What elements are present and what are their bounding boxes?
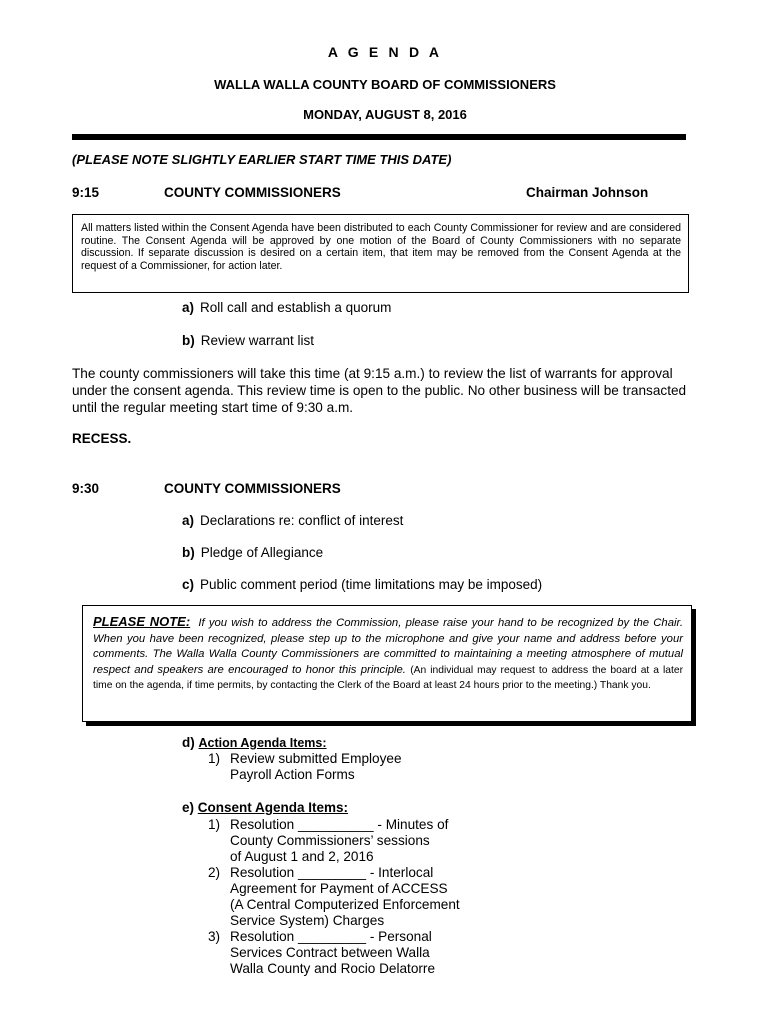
meeting-date: MONDAY, AUGUST 8, 2016 (303, 107, 467, 122)
section-label: e) (182, 800, 195, 815)
item-text: Declarations re: conflict of interest (200, 513, 404, 528)
session2-item-b (182, 545, 323, 560)
item-label: b) (182, 545, 195, 560)
item-line: Resolution __________ - Minutes of (230, 817, 449, 832)
item-number: 3) (208, 929, 221, 944)
recess-label: RECESS. (72, 431, 132, 446)
consent-item-2 (208, 865, 460, 929)
action-item-1 (208, 751, 402, 783)
consent-item-3 (208, 929, 435, 977)
item-text: Public comment period (time limitations may be imposed) (200, 577, 543, 592)
item-text: Pledge of Allegiance (200, 545, 324, 560)
agenda-heading: A G E N D A (327, 44, 443, 60)
item-label: a) (182, 513, 195, 528)
item-number: 1) (208, 817, 221, 832)
item-line: Resolution _________ - Personal (230, 929, 432, 944)
item-line: (A Central Computerized Enforcement (230, 897, 460, 912)
item-line: Services Contract between Walla (230, 945, 430, 960)
warrant-review-paragraph: The county commissioners will take this time (at 9:15 a.m.) to review the list of warrants for approval under the consent agenda. This review time is open to the public. No other business will be transacted until the regular meeting start time of 9:30 a.m. (72, 366, 687, 415)
item-line: Payroll Action Forms (230, 767, 355, 782)
consent-agenda-text: All matters listed within the Consent Agenda have been distributed to each County Commissioner for review and are considered routine. The Consent Agenda will be approved by one motion of the Board of County Commissioners with no separate discussion. If separate discussion is desired on a certain item, that item may be removed from the Consent Agenda at the request of a Commissioner, for action later. (81, 222, 681, 272)
item-label: c) (182, 577, 195, 592)
item-line: Review submitted Employee (230, 751, 402, 766)
session1-title: COUNTY COMMISSIONERS (164, 185, 341, 200)
session1-item-a (182, 300, 391, 315)
session2-title: COUNTY COMMISSIONERS (164, 481, 341, 496)
consent-agenda-box (72, 214, 689, 293)
item-line: County Commissioners’ sessions (230, 833, 430, 848)
public-comment-notice-box (82, 605, 692, 722)
session1-time: 9:15 (72, 185, 100, 200)
board-name: WALLA WALLA COUNTY BOARD OF COMMISSIONERS (214, 77, 556, 92)
public-comment-notice (93, 614, 683, 694)
item-number: 1) (208, 751, 221, 766)
section-title: Action Agenda Items: (198, 736, 327, 750)
consent-item-1 (208, 817, 448, 865)
start-time-notice: (PLEASE NOTE SLIGHTLY EARLIER START TIME THIS DATE) (72, 152, 452, 167)
action-agenda-heading (182, 735, 327, 750)
item-number: 2) (208, 865, 221, 880)
session2-item-c (182, 577, 542, 592)
item-text: Review warrant list (200, 333, 315, 348)
item-line: Walla County and Rocio Delatorre (230, 961, 436, 976)
item-text: Roll call and establish a quorum (200, 300, 392, 315)
notice-small-text: (An individual may request to address the board at a later time on the agenda, if time permits, by contacting the Clerk of the Board at least 24 hours prior to the meeting.) Thank you. (93, 664, 684, 691)
item-line: Resolution _________ - Interlocal (230, 865, 434, 880)
section-label: d) (182, 735, 195, 750)
item-label: b) (182, 333, 195, 348)
session1-item-b (182, 333, 314, 348)
section-title: Consent Agenda Items: (197, 800, 349, 815)
notice-lead: PLEASE NOTE: (93, 614, 191, 629)
session2-item-a (182, 513, 403, 528)
notice-italic-text: If you wish to address the Commission, please raise your hand to be recognized by the Chair. When you have been recognized, please step up to the microphone and give your name and address before your comments. The Walla Walla County Commissioners are committed to maintaining a meeting atmosphere of mutual respect and speakers are encouraged to honor this principle. (93, 617, 683, 676)
item-line: Service System) Charges (230, 913, 385, 928)
consent-agenda-heading (182, 800, 348, 815)
session2-time: 9:30 (72, 481, 100, 496)
item-label: a) (182, 300, 195, 315)
item-line: Agreement for Payment of ACCESS (230, 881, 448, 896)
session1-chair: Chairman Johnson (526, 185, 649, 200)
header-divider (72, 134, 686, 140)
item-line: of August 1 and 2, 2016 (230, 849, 374, 864)
